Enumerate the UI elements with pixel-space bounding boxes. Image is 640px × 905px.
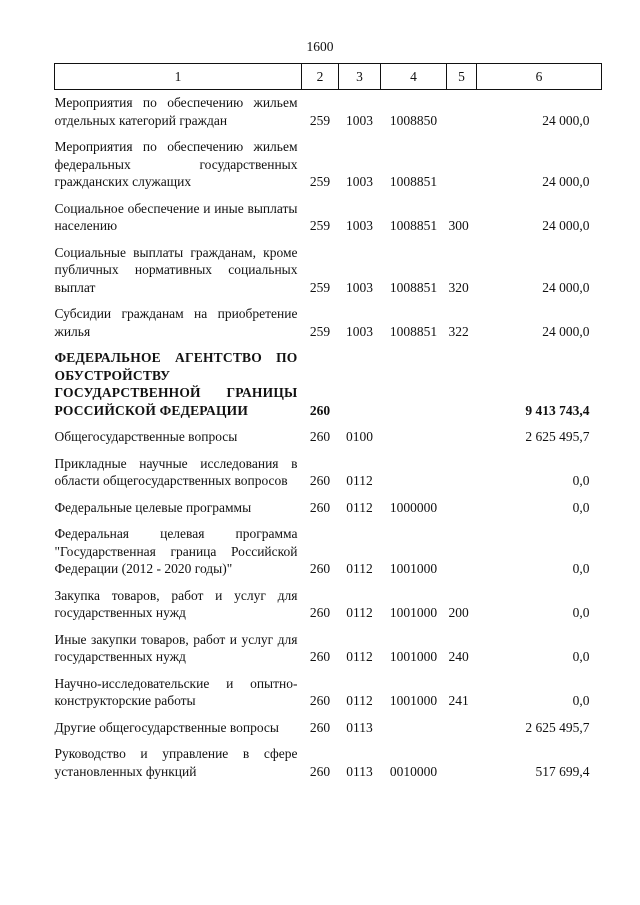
table-row <box>55 129 602 191</box>
row-expense-type <box>447 736 477 780</box>
row-expense-type: 322 <box>448 323 469 339</box>
table-row <box>55 578 602 622</box>
row-target-code: 1008850 <box>389 112 438 128</box>
row-target-code: 1001000 <box>389 561 438 576</box>
row-ved-code: 260 <box>309 693 331 708</box>
row-amount: 2 625 495,7 <box>525 719 590 735</box>
row-amount: 24 000,0 <box>542 323 590 339</box>
row-ved-code: 260 <box>309 402 331 418</box>
row-expense-type <box>447 446 477 490</box>
table-row <box>55 622 602 666</box>
row-target-code <box>381 419 447 446</box>
row-ved-code: 259 <box>309 279 331 295</box>
row-amount: 0,0 <box>572 499 590 515</box>
row-amount: 24 000,0 <box>542 174 590 189</box>
row-name: Иные закупки товаров, работ и услуг для государственных нужд <box>54 631 298 664</box>
header-row <box>55 64 602 90</box>
row-ved-code: 260 <box>309 499 331 515</box>
table-body <box>55 90 602 781</box>
row-target-code: 1008851 <box>389 323 438 339</box>
row-expense-type: 300 <box>448 218 469 233</box>
row-section-code: 0112 <box>346 649 373 664</box>
row-amount: 0,0 <box>572 605 590 620</box>
table-row <box>55 710 602 737</box>
row-amount: 9 413 743,4 <box>525 402 590 418</box>
table-row <box>55 419 602 446</box>
row-target-code: 1001000 <box>389 605 438 620</box>
row-ved-code: 260 <box>309 763 331 779</box>
row-ved-code: 260 <box>309 429 331 444</box>
table-row <box>55 296 602 340</box>
row-ved-code: 259 <box>309 112 331 128</box>
row-amount: 24 000,0 <box>542 218 590 233</box>
row-target-code <box>381 446 447 490</box>
table-row <box>55 90 602 130</box>
row-section-code: 0112 <box>346 693 373 708</box>
row-ved-code: 259 <box>309 323 331 339</box>
row-target-code: 1000000 <box>389 499 438 515</box>
row-section-code: 0112 <box>346 561 373 576</box>
row-expense-type <box>447 490 477 517</box>
row-section-code: 0113 <box>346 763 373 779</box>
row-name: Закупка товаров, работ и услуг для государственных нужд <box>54 587 298 620</box>
table-row <box>55 191 602 235</box>
budget-table <box>54 63 602 780</box>
row-ved-code: 260 <box>309 719 331 735</box>
row-amount: 0,0 <box>572 649 590 664</box>
row-expense-type <box>447 90 477 130</box>
row-expense-type <box>447 710 477 737</box>
table-header <box>55 64 602 90</box>
row-section-code: 1003 <box>346 323 373 339</box>
table-row <box>55 446 602 490</box>
row-ved-code: 260 <box>309 473 331 488</box>
row-target-code: 1001000 <box>389 693 438 708</box>
row-ved-code: 260 <box>309 605 331 620</box>
table-row <box>55 666 602 710</box>
row-section-code: 0113 <box>346 719 373 735</box>
row-name: Общегосударственные вопросы <box>54 429 238 444</box>
row-name: Мероприятия по обеспечению жильем отдельных категорий граждан <box>54 95 298 128</box>
row-expense-type <box>447 419 477 446</box>
row-target-code: 1001000 <box>389 649 438 664</box>
row-name: Федеральная целевая программа "Государственная граница Российской Федерации (2012 - 2020 годы)" <box>54 526 298 576</box>
row-name: Научно-исследовательские и опытно-конструкторские работы <box>54 675 298 708</box>
row-name: ФЕДЕРАЛЬНОЕ АГЕНТСТВО ПО ОБУСТРОЙСТВУ ГОСУДАРСТВЕННОЙ ГРАНИЦЫ РОССИЙСКОЙ ФЕДЕРАЦИИ <box>54 350 298 418</box>
row-section-code: 0100 <box>346 429 373 444</box>
row-name: Мероприятия по обеспечению жильем федеральных государственных гражданских служащих <box>54 139 298 189</box>
row-name: Субсидии гражданам на приобретение жилья <box>54 306 298 339</box>
row-ved-code: 259 <box>309 174 331 189</box>
row-target-code: 1008851 <box>389 174 438 189</box>
row-section-code: 1003 <box>346 279 373 295</box>
row-name: Другие общегосударственные вопросы <box>54 719 279 735</box>
row-name: Федеральные целевые программы <box>54 499 252 515</box>
row-section-code: 1003 <box>346 112 373 128</box>
header-cell-ved: 2 <box>302 64 339 90</box>
table-row <box>55 340 602 419</box>
header-cell-rz: 3 <box>339 64 381 90</box>
table-row <box>55 516 602 578</box>
row-target-code <box>381 710 447 737</box>
row-target-code: 0010000 <box>389 763 438 779</box>
header-cell-csr: 4 <box>381 64 447 90</box>
table-row <box>55 490 602 517</box>
row-amount: 0,0 <box>572 561 590 576</box>
header-cell-sum: 6 <box>477 64 602 90</box>
row-section-code: 1003 <box>346 174 373 189</box>
row-section-code: 0112 <box>346 473 373 488</box>
row-target-code <box>381 340 447 419</box>
row-name: Социальное обеспечение и иные выплаты населению <box>54 200 298 233</box>
row-expense-type: 200 <box>448 605 469 620</box>
row-ved-code: 260 <box>309 649 331 664</box>
table-row <box>55 235 602 297</box>
row-section-code: 0112 <box>346 605 373 620</box>
table-row <box>55 736 602 780</box>
row-target-code: 1008851 <box>389 218 438 233</box>
row-name: Социальные выплаты гражданам, кроме публичных нормативных социальных выплат <box>54 244 298 295</box>
row-section-code <box>339 340 381 419</box>
row-expense-type: 240 <box>448 649 469 664</box>
row-amount: 0,0 <box>572 693 590 708</box>
row-amount: 24 000,0 <box>542 112 590 128</box>
row-amount: 2 625 495,7 <box>525 429 590 444</box>
row-name: Прикладные научные исследования в области общегосударственных вопросов <box>54 455 298 488</box>
row-expense-type: 320 <box>448 279 469 295</box>
row-amount: 0,0 <box>572 473 590 488</box>
row-amount: 517 699,4 <box>535 763 590 779</box>
row-expense-type: 241 <box>448 693 469 708</box>
row-amount: 24 000,0 <box>542 279 590 295</box>
row-section-code: 1003 <box>346 218 373 233</box>
row-expense-type <box>447 129 477 191</box>
page-number: 1600 <box>306 39 334 54</box>
header-cell-name: 1 <box>55 64 302 90</box>
row-expense-type <box>447 340 477 419</box>
row-expense-type <box>447 516 477 578</box>
row-section-code: 0112 <box>346 499 373 515</box>
row-ved-code: 260 <box>309 561 331 576</box>
row-target-code: 1008851 <box>389 279 438 295</box>
header-cell-vr: 5 <box>447 64 477 90</box>
row-name: Руководство и управление в сфере установленных функций <box>54 746 298 779</box>
row-ved-code: 259 <box>309 218 331 233</box>
